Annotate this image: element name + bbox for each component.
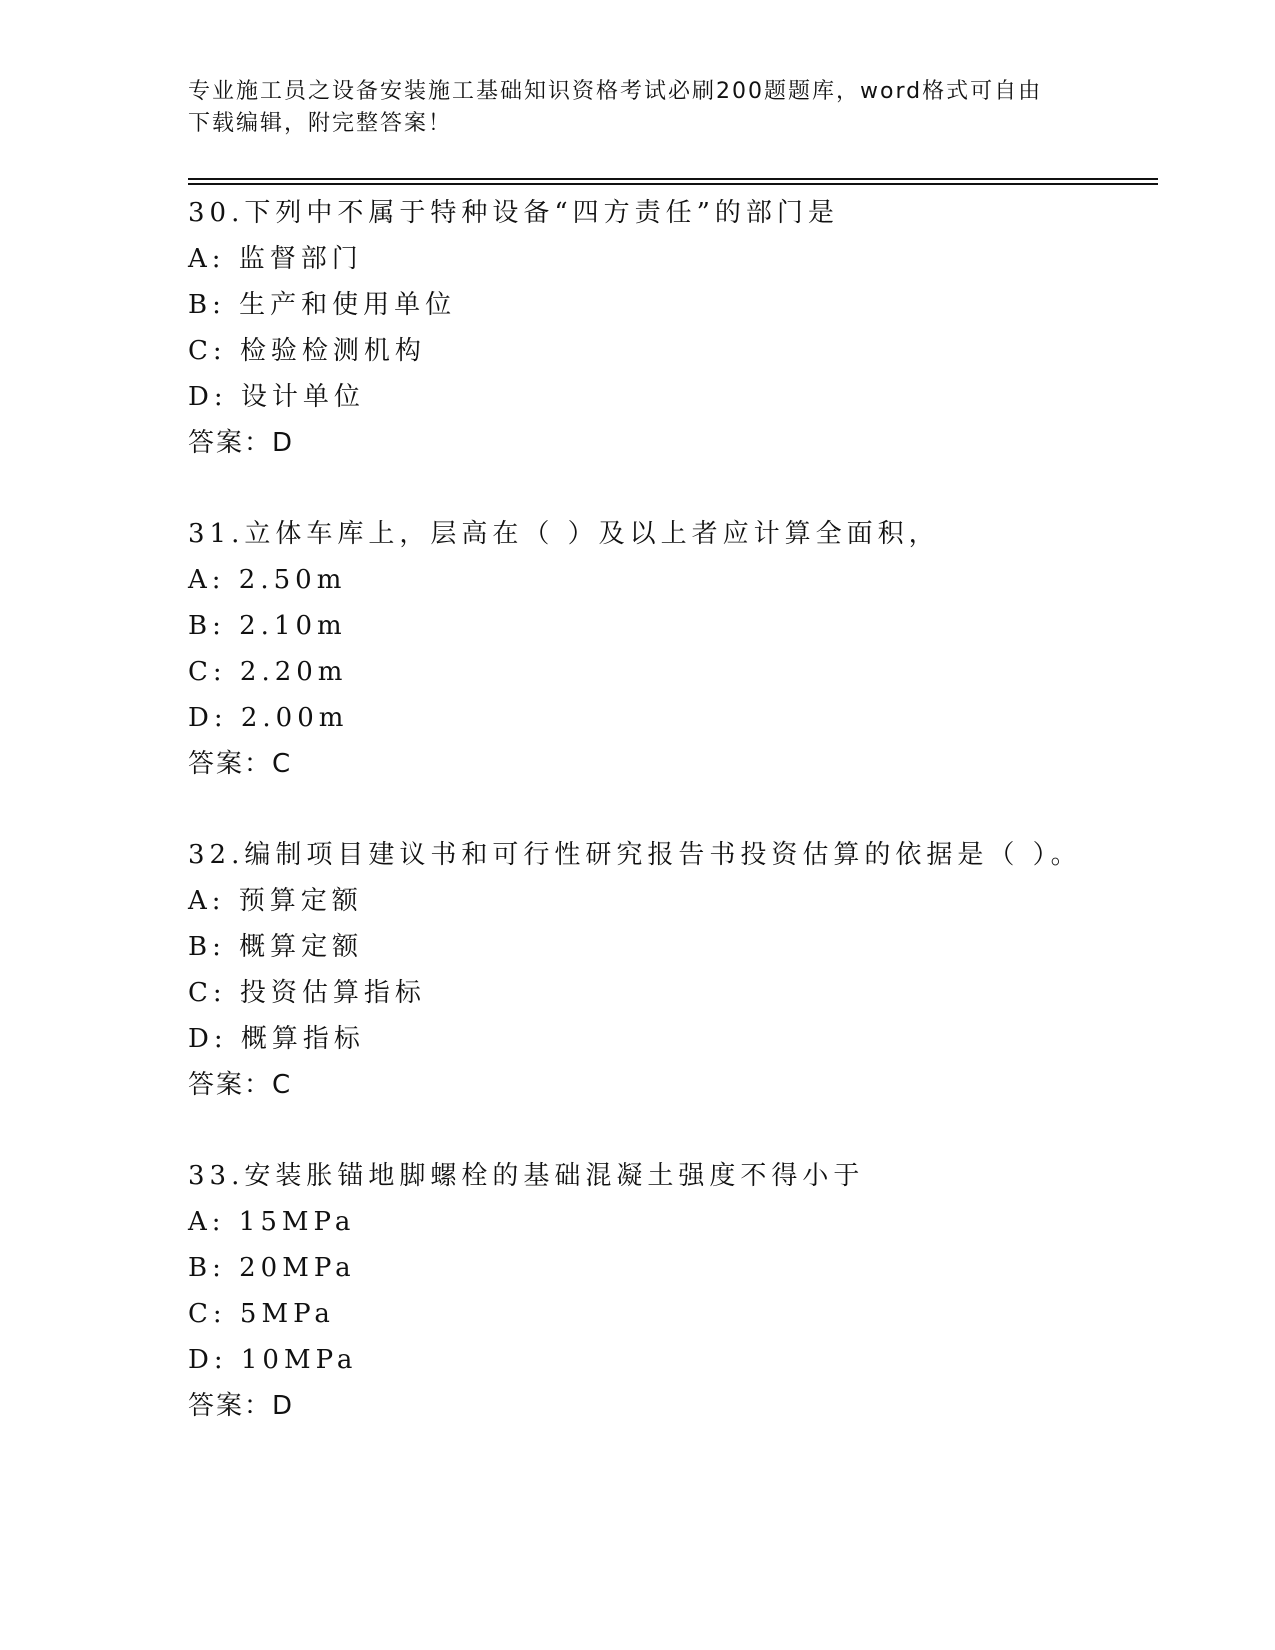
option-c: C: 5MPa (188, 1299, 335, 1329)
question-30 (188, 190, 1148, 466)
question-list (188, 190, 1148, 1429)
question-spacer (188, 466, 1148, 511)
option-a: A: 2.50m (188, 565, 347, 595)
question-31 (188, 511, 1148, 787)
option-a: A: 15MPa (188, 1207, 356, 1237)
question-spacer (188, 787, 1148, 832)
option-c: C: 2.20m (188, 657, 348, 687)
header-line-1: 专业施工员之设备安装施工基础知识资格考试必刷200题题库，word格式可自由 (188, 79, 1043, 104)
document-header (188, 76, 1068, 140)
header-line-2: 下载编辑，附完整答案！ (188, 111, 453, 136)
question-stem: 31.立体车库上，层高在（ ）及以上者应计算全面积， (188, 519, 940, 549)
option-d: D: 设计单位 (188, 382, 365, 412)
question-stem: 32.编制项目建议书和可行性研究报告书投资估算的依据是（ ）。 (188, 840, 1082, 870)
answer-label: 答案：D (188, 1391, 295, 1421)
answer-label: 答案：C (188, 1070, 293, 1100)
option-b: B: 20MPa (188, 1253, 356, 1283)
option-a: A: 预算定额 (188, 886, 363, 916)
option-b: B: 概算定额 (188, 932, 364, 962)
option-b: B: 生产和使用单位 (188, 290, 457, 320)
option-b: B: 2.10m (188, 611, 347, 641)
option-c: C: 检验检测机构 (188, 336, 426, 366)
answer-label: 答案：D (188, 428, 295, 458)
answer-label: 答案：C (188, 749, 293, 779)
question-32 (188, 832, 1148, 1108)
question-stem: 30.下列中不属于特种设备“四方责任”的部门是 (188, 198, 839, 228)
question-33 (188, 1153, 1148, 1429)
option-d: D: 10MPa (188, 1345, 358, 1375)
header-divider-top (188, 178, 1158, 180)
option-d: D: 2.00m (188, 703, 349, 733)
header-divider-bottom (188, 183, 1158, 185)
question-stem: 33.安装胀锚地脚螺栓的基础混凝土强度不得小于 (188, 1161, 865, 1191)
option-c: C: 投资估算指标 (188, 978, 426, 1008)
question-spacer (188, 1108, 1148, 1153)
option-d: D: 概算指标 (188, 1024, 365, 1054)
option-a: A: 监督部门 (188, 244, 363, 274)
